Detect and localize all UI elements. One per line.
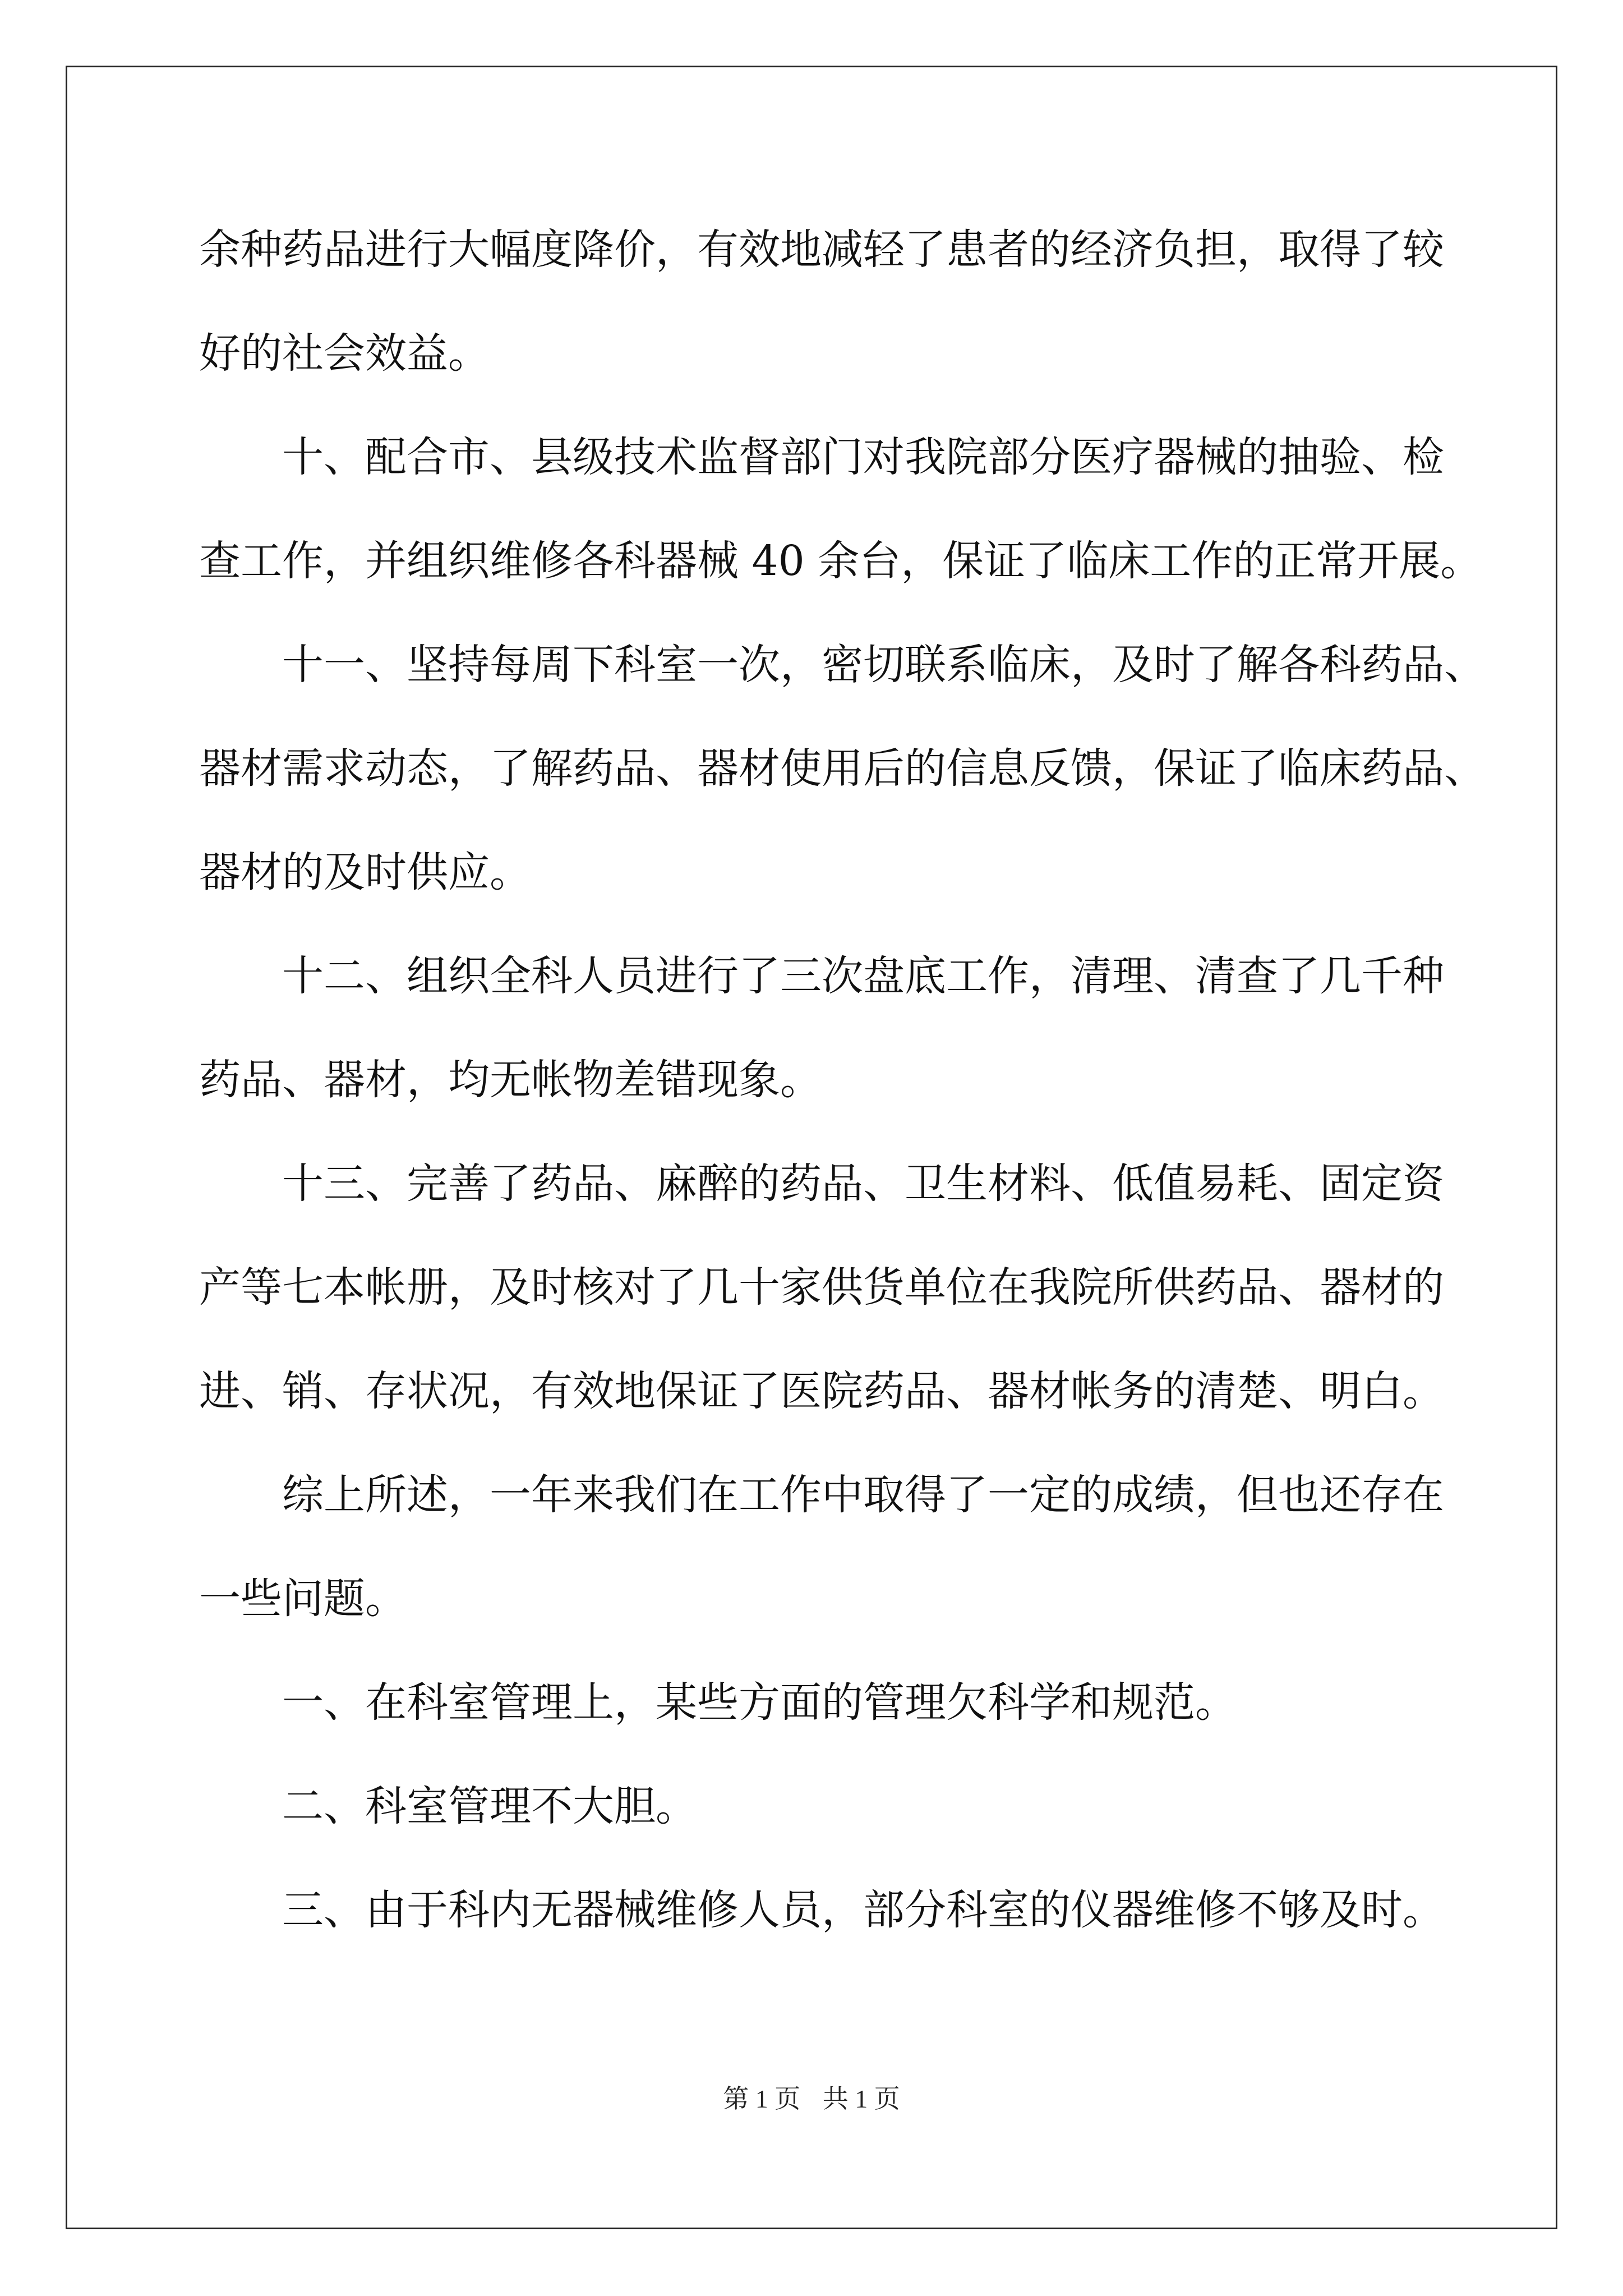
- body-line: 进、销、存状况，有效地保证了医院药品、器材帐务的清楚、明白。: [199, 1367, 1444, 1415]
- page-number-total: 共 1 页: [822, 2085, 900, 2113]
- body-line: 十二、组织全科人员进行了三次盘底工作，清理、清查了几千种: [282, 952, 1444, 1000]
- body-line: 十一、坚持每周下科室一次，密切联系临床，及时了解各科药品、: [282, 641, 1486, 689]
- body-line: 一些问题。: [199, 1575, 407, 1623]
- body-line: 查工作，并组织维修各科器械 40 余台，保证了临床工作的正常开展。: [199, 537, 1482, 585]
- body-line: 一、在科室管理上，某些方面的管理欠科学和规范。: [282, 1678, 1237, 1727]
- body-line: 十、配合市、县级技术监督部门对我院部分医疗器械的抽验、检: [282, 433, 1444, 481]
- body-line: 好的社会效益。: [199, 329, 490, 378]
- body-line: 余种药品进行大幅度降价，有效地减轻了患者的经济负担，取得了较: [199, 226, 1444, 274]
- page-footer: [0, 2078, 1623, 2115]
- document-body: [199, 219, 1486, 1983]
- body-line: 十三、完善了药品、麻醉的药品、卫生材料、低值易耗、固定资: [282, 1159, 1444, 1208]
- body-line: 二、科室管理不大胆。: [282, 1782, 697, 1830]
- body-line: 综上所述，一年来我们在工作中取得了一定的成绩，但也还存在: [282, 1471, 1444, 1519]
- body-line: 器材的及时供应。: [199, 848, 531, 896]
- body-line: 药品、器材，均无帐物差错现象。: [199, 1056, 822, 1104]
- body-line: 三、由于科内无器械维修人员，部分科室的仪器维修不够及时。: [282, 1886, 1444, 1934]
- page-number-current: 第 1 页: [723, 2085, 801, 2113]
- body-line: 产等七本帐册，及时核对了几十家供货单位在我院所供药品、器材的: [199, 1263, 1444, 1312]
- body-line: 器材需求动态，了解药品、器材使用后的信息反馈，保证了临床药品、: [199, 744, 1486, 793]
